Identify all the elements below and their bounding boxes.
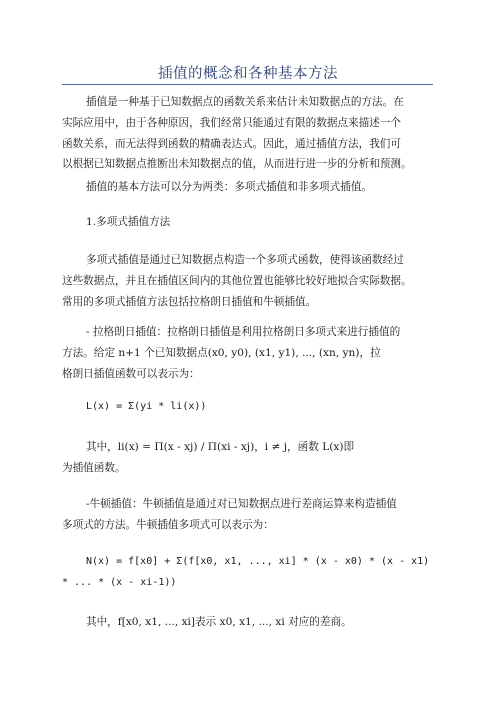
section-heading-text: 1.多项式插值方法 (86, 216, 171, 228)
paragraph-line: 常用的多项式插值方法包括拉格朗日插值和牛顿插值。 (62, 295, 317, 308)
formula-lagrange (62, 397, 442, 418)
paragraph-line: - 拉格朗日插值：拉格朗日插值是利用拉格朗日多项式来进行插值的 (86, 326, 401, 338)
paragraph-lagrange-basis (62, 437, 442, 479)
paragraph-polynomial (62, 250, 442, 312)
paragraph-line: 这些数据点，并且在插值区间内的其他位置也能够比较好地拟合实际数据。 (62, 274, 412, 287)
formula-line: N(x) = f[x0] + Σ(f[x0, x1, ..., xi] * (x - x0) * (x - x1) (86, 556, 430, 567)
paragraph-line: 多项式的方法。牛顿插值多项式可以表示为： (62, 518, 274, 531)
paragraph-divided-difference (62, 612, 442, 633)
formula-line: * ... * (x - xi-1)) (62, 576, 177, 588)
paragraph-line: 实际应用中，由于各种原因，我们经常只能通过有限的数据点来描述一个 (62, 116, 401, 129)
paragraph-line: 为插值函数。 (62, 461, 126, 474)
paragraph-line: -牛顿插值：牛顿插值是通过对已知数据点进行差商运算来构造插值 (86, 498, 397, 510)
paragraph-intro (62, 92, 442, 175)
paragraph-line: 多项式插值是通过已知数据点构造一个多项式函数，使得该函数经过 (86, 254, 404, 266)
paragraph-line: 其中，f[x0, x1, ..., xi]表示 x0, x1, ..., xi 对应的差商。 (86, 616, 352, 628)
paragraph-lagrange (62, 322, 442, 384)
document-title: 插值的概念和各种基本方法 (158, 66, 338, 82)
title-underline (62, 84, 433, 85)
paragraph-newton (62, 494, 442, 536)
section-heading-polynomial (62, 212, 442, 233)
paragraph-line: 方法。给定 n+1 个已知数据点(x0, y0), (x1, y1), ..., (xn, yn)，拉 (62, 346, 381, 359)
paragraph-line: 以根据已知数据点推断出未知数据点的值，从而进行进一步的分析和预测。 (62, 158, 412, 171)
paragraph-line: 插值是一种基于已知数据点的函数关系来估计未知数据点的方法。在 (86, 96, 404, 108)
paragraph-line: 格朗日插值函数可以表示为： (62, 367, 200, 380)
paragraph-line: 函数关系，而无法得到函数的精确表达式。因此，通过插值方法，我们可 (62, 137, 401, 150)
paragraph-line: 其中，li(x) = Π(x - xj) / Π(xi - xj)，i ≠ j，函数 L(x)即 (86, 441, 355, 453)
paragraph-categories (62, 177, 442, 198)
formula-newton (62, 552, 442, 594)
formula-line: L(x) = Σ(yi * li(x)) (86, 401, 207, 412)
paragraph-line: 插值的基本方法可以分为两类：多项式插值和非多项式插值。 (86, 181, 373, 193)
